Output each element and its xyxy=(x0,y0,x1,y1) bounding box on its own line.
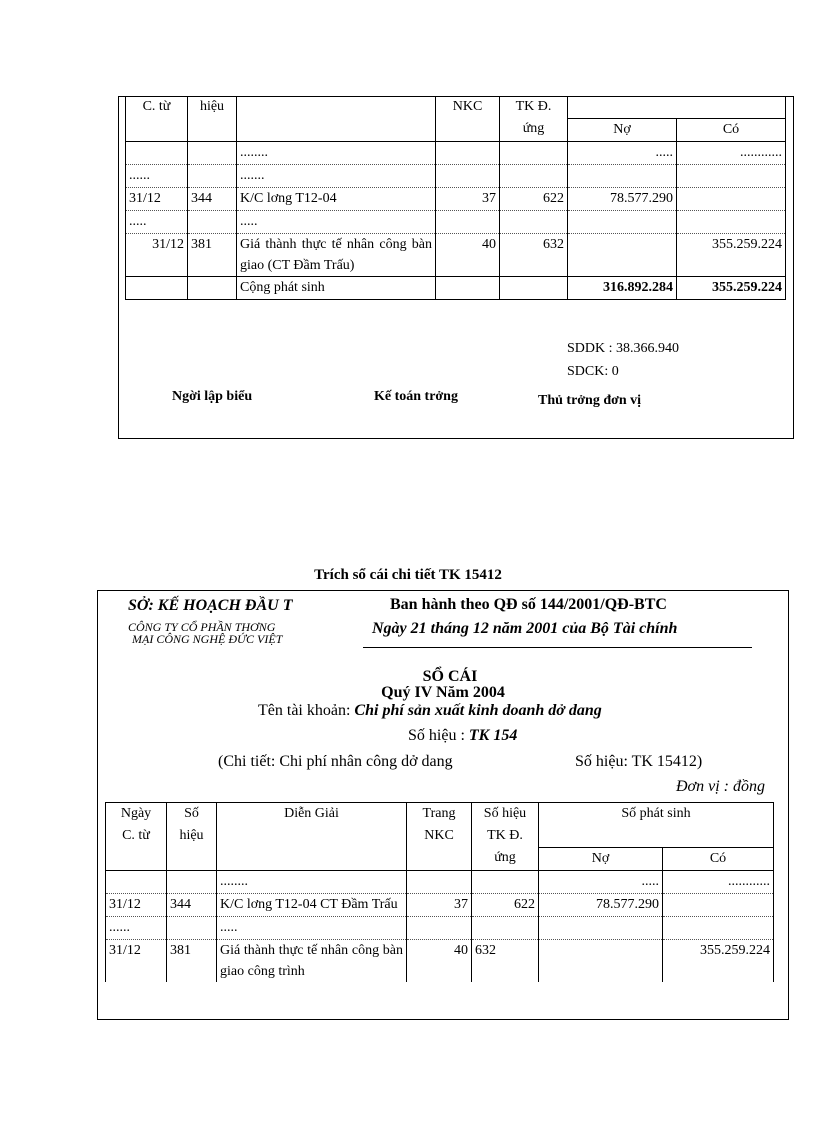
total-co: 355.259.224 xyxy=(677,276,786,299)
cell-desc: Giá thành thực tế nhân công bàn giao công trình xyxy=(217,939,407,982)
header-trang-1: Trang xyxy=(407,803,472,826)
header-diengiai: Diễn Giải xyxy=(217,803,407,826)
top-header-no: Nợ xyxy=(568,118,677,141)
cell-co: 355.259.224 xyxy=(677,233,786,276)
table-row xyxy=(106,916,774,939)
top-header-cell xyxy=(237,118,436,141)
cell-date: ...... xyxy=(126,164,188,187)
cell-desc: ....... xyxy=(237,164,436,187)
total-cell xyxy=(188,276,237,299)
company-line-1: CÔNG TY CỔ PHẦN THƠNG xyxy=(128,620,276,634)
top-header-tkdu-1: TK Đ. xyxy=(500,96,568,118)
account-number: TK 154 xyxy=(468,727,518,744)
table-row xyxy=(126,210,786,233)
account-number-label: Số hiệu : xyxy=(408,727,469,744)
header-ngay-2: C. từ xyxy=(106,825,167,847)
cell-tk: 632 xyxy=(500,233,568,276)
cell-no xyxy=(568,210,677,233)
cell-date: ...... xyxy=(106,916,167,939)
cell-num: 344 xyxy=(188,187,237,210)
cell-co: 355.259.224 xyxy=(663,939,774,982)
caption: Trích sổ cái chi tiết TK 15412 xyxy=(314,567,502,583)
total-label: Cộng phát sinh xyxy=(237,276,436,299)
cell-num xyxy=(188,210,237,233)
cell-num: 381 xyxy=(167,939,217,982)
cell-tk xyxy=(472,870,539,893)
top-header-nkc: NKC xyxy=(436,96,500,118)
cell-no: 78.577.290 xyxy=(539,893,663,916)
cell-num xyxy=(188,141,237,164)
table-row xyxy=(126,187,786,210)
cell-date: ..... xyxy=(126,210,188,233)
table-row xyxy=(126,233,786,276)
header-ngay-1: Ngày xyxy=(106,803,167,826)
cell-no xyxy=(539,939,663,982)
decree-underline xyxy=(363,647,752,648)
cell-no xyxy=(568,233,677,276)
sddk-text: SDDK : 38.366.940 xyxy=(567,341,680,356)
cell-num: 381 xyxy=(188,233,237,276)
header-so-1: Số xyxy=(167,803,217,826)
cell-desc: ........ xyxy=(237,141,436,164)
cell-tk xyxy=(500,141,568,164)
bottom-header-row-1 xyxy=(106,803,774,826)
ledger-title: SỔ CÁI xyxy=(422,668,478,685)
decree-line-1: Ban hành theo QĐ số 144/2001/QĐ-BTC xyxy=(390,596,667,613)
cell-nkc xyxy=(436,141,500,164)
cell-nkc: 40 xyxy=(436,233,500,276)
cell-nkc: 37 xyxy=(407,893,472,916)
signature-chief-accountant: Kế toán trởng xyxy=(374,389,458,404)
total-cell xyxy=(436,276,500,299)
header-sps: Số phát sinh xyxy=(539,803,774,826)
cell-nkc xyxy=(407,916,472,939)
cell-date: 31/12 xyxy=(106,939,167,982)
detail-line: (Chi tiết: Chi phí nhân công dở dang xyxy=(218,753,453,770)
header-cell xyxy=(106,847,167,870)
total-cell xyxy=(126,276,188,299)
account-number-line xyxy=(408,727,517,745)
signature-director: Thủ trởng đơn vị xyxy=(538,393,642,408)
cell-no: 78.577.290 xyxy=(568,187,677,210)
top-header-blank xyxy=(237,96,436,118)
header-cell xyxy=(539,825,774,847)
top-header-co: Có xyxy=(677,118,786,141)
cell-nkc xyxy=(407,870,472,893)
cell-date: 31/12 xyxy=(126,233,188,276)
account-label: Tên tài khoản: xyxy=(258,702,355,719)
cell-co: ............ xyxy=(663,870,774,893)
total-cell xyxy=(500,276,568,299)
cell-num: 344 xyxy=(167,893,217,916)
header-cell xyxy=(167,847,217,870)
top-header-ctu: C. từ xyxy=(126,96,188,118)
cell-co xyxy=(663,916,774,939)
table-row xyxy=(106,870,774,893)
header-so-2: hiệu xyxy=(167,825,217,847)
header-sohieu-3: ứng xyxy=(472,847,539,870)
cell-no: ..... xyxy=(568,141,677,164)
total-row xyxy=(126,276,786,299)
cell-co xyxy=(663,893,774,916)
cell-desc: ..... xyxy=(217,916,407,939)
cell-nkc xyxy=(436,210,500,233)
table-row xyxy=(126,141,786,164)
signature-preparer: Ngời lập biểu xyxy=(172,389,253,404)
cell-nkc: 40 xyxy=(407,939,472,982)
header-sohieu-2: TK Đ. xyxy=(472,825,539,847)
org-name: SỞ: KẾ HOẠCH ĐẦU T xyxy=(128,597,293,614)
cell-tk xyxy=(472,916,539,939)
cell-num xyxy=(167,870,217,893)
table-row xyxy=(106,893,774,916)
sdck-text: SDCK: 0 xyxy=(567,364,619,379)
cell-nkc: 37 xyxy=(436,187,500,210)
top-header-sps-blank xyxy=(568,96,786,118)
cell-desc: ..... xyxy=(237,210,436,233)
cell-no xyxy=(539,916,663,939)
top-header-tkdu-2: ứng xyxy=(500,118,568,141)
cell-num xyxy=(188,164,237,187)
top-header-row-1 xyxy=(126,96,786,118)
cell-date: 31/12 xyxy=(126,187,188,210)
header-sohieu-1: Số hiệu xyxy=(472,803,539,826)
cell-tk: 622 xyxy=(472,893,539,916)
cell-tk: 622 xyxy=(500,187,568,210)
cell-date xyxy=(106,870,167,893)
cell-nkc xyxy=(436,164,500,187)
cell-co xyxy=(677,210,786,233)
cell-tk xyxy=(500,210,568,233)
quarter: Quý IV Năm 2004 xyxy=(381,684,505,701)
header-co: Có xyxy=(663,847,774,870)
top-ledger-table xyxy=(125,96,786,300)
top-header-cell xyxy=(188,118,237,141)
top-header-row-2 xyxy=(126,118,786,141)
header-trang-2: NKC xyxy=(407,825,472,847)
table-row xyxy=(126,164,786,187)
total-no: 316.892.284 xyxy=(568,276,677,299)
bottom-header-row-3 xyxy=(106,847,774,870)
cell-date xyxy=(126,141,188,164)
company-line-2: MẠI CÔNG NGHỆ ĐỨC VIỆT xyxy=(132,632,283,646)
cell-co xyxy=(677,164,786,187)
cell-no: ..... xyxy=(539,870,663,893)
cell-desc: K/C lơng T12-04 xyxy=(237,187,436,210)
decree-line-2: Ngày 21 tháng 12 năm 2001 của Bộ Tài chính xyxy=(372,620,678,637)
cell-tk xyxy=(500,164,568,187)
cell-no xyxy=(568,164,677,187)
cell-desc: K/C lơng T12-04 CT Đầm Trấu xyxy=(217,893,407,916)
header-cell xyxy=(217,825,407,847)
header-no: Nợ xyxy=(539,847,663,870)
cell-tk: 632 xyxy=(472,939,539,982)
bottom-header-row-2 xyxy=(106,825,774,847)
header-cell xyxy=(217,847,407,870)
unit-label: Đơn vị : đồng xyxy=(676,778,765,795)
cell-num xyxy=(167,916,217,939)
top-header-hieu: hiệu xyxy=(188,96,237,118)
top-header-cell xyxy=(436,118,500,141)
account-name: Chi phí sản xuất kinh doanh dở dang xyxy=(354,702,602,719)
bottom-ledger-table xyxy=(105,802,774,982)
cell-desc: Giá thành thực tế nhân công bàn giao (CT Đầm Trấu) xyxy=(237,233,436,276)
account-name-line xyxy=(258,702,602,720)
top-header-cell xyxy=(126,118,188,141)
header-cell xyxy=(407,847,472,870)
detail-sohieu: Số hiệu: TK 15412) xyxy=(575,753,703,770)
cell-co: ............ xyxy=(677,141,786,164)
table-row xyxy=(106,939,774,982)
cell-desc: ........ xyxy=(217,870,407,893)
cell-date: 31/12 xyxy=(106,893,167,916)
cell-co xyxy=(677,187,786,210)
